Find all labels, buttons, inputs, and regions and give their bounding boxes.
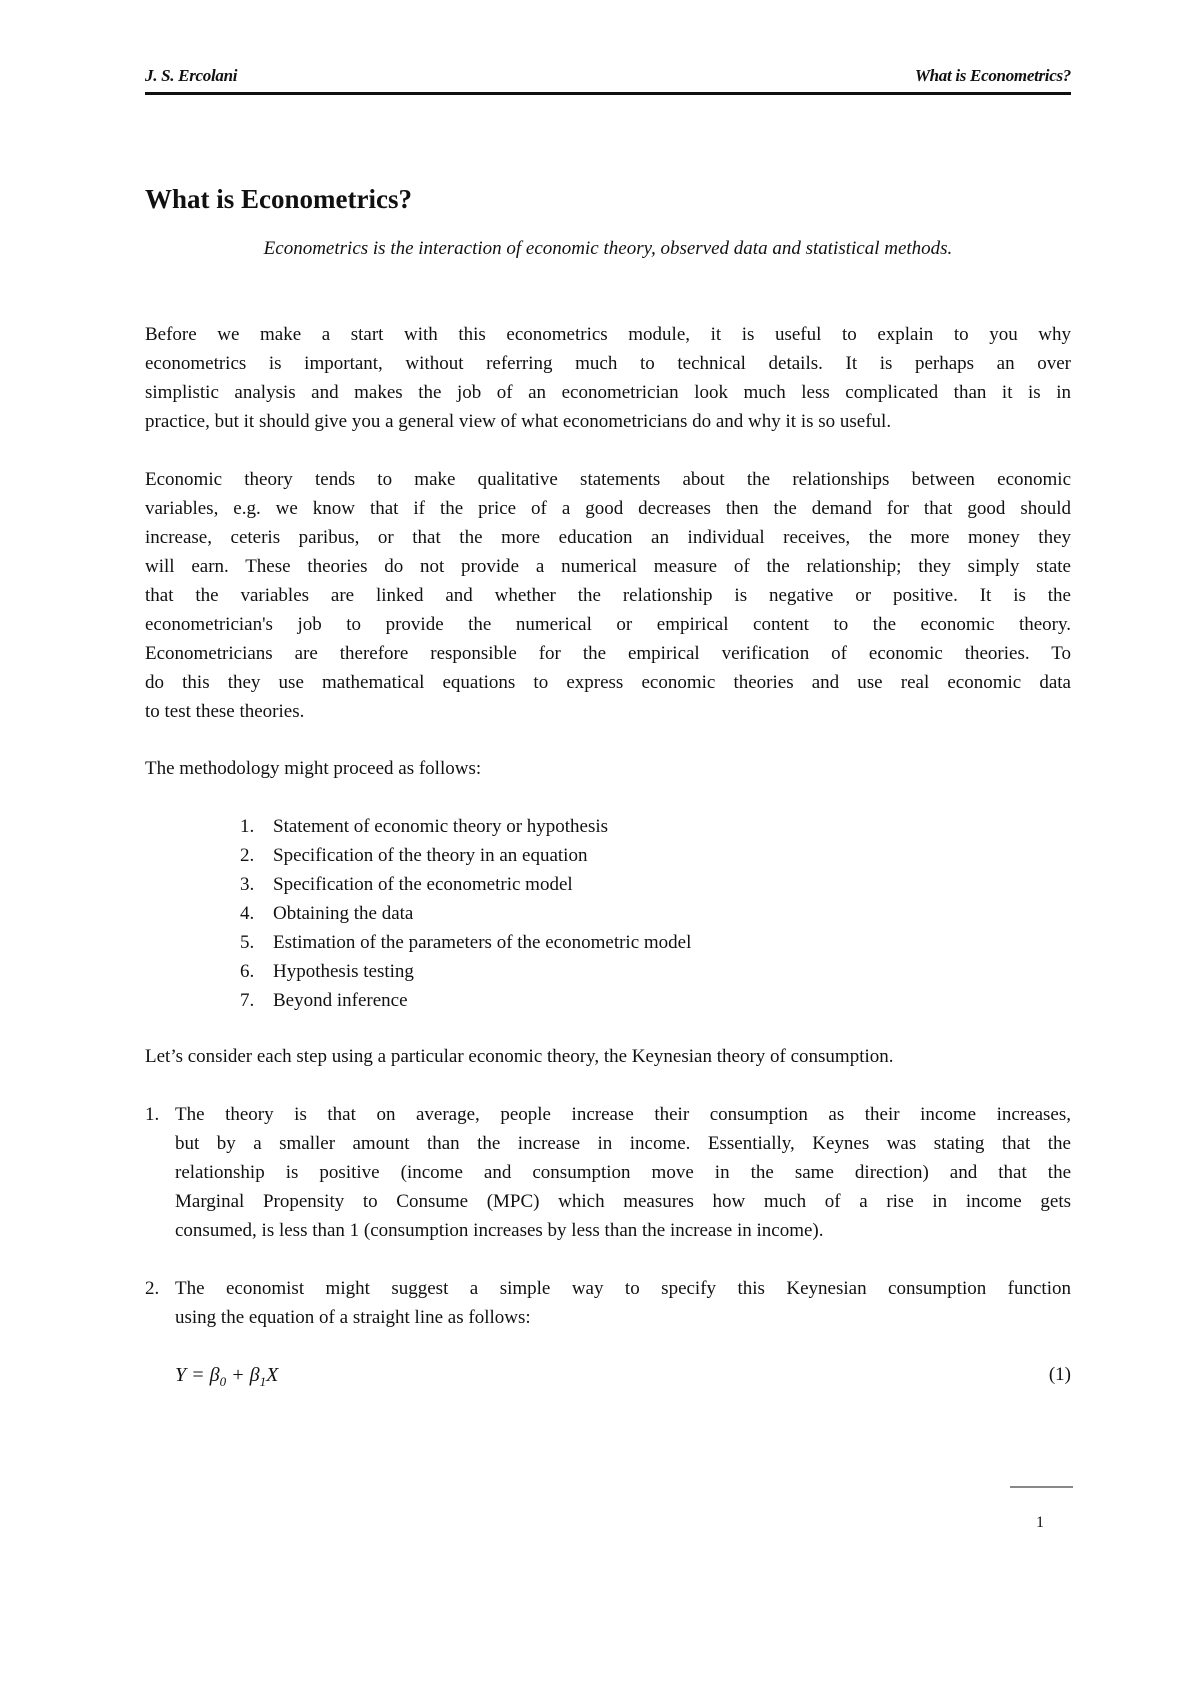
list-text: Estimation of the parameters of the econometric model [273,932,692,953]
paragraph-intro [145,320,1071,436]
text-line: using the equation of a straight line as follows: [175,1307,531,1328]
text-line: The methodology might proceed as follows: [145,758,482,779]
header-author: J. S. Ercolani [145,66,238,85]
text-line: Econometricians are therefore responsible for the empirical verification of economic theories. To [145,643,1071,664]
equation-label: (1) [1048,1364,1071,1385]
eq-subscript: 1 [259,1374,267,1389]
text-line: econometrician's job to provide the numerical or empirical content to the economic theory. [145,614,1071,635]
item-number: 2. [145,1278,160,1299]
text-line: do this they use mathematical equations to express economic theories and use real economic data [145,672,1071,693]
eq-lhs: Y = β [175,1364,220,1386]
text-line: to test these theories. [145,701,305,722]
methodology-steps [240,812,691,1015]
text-line: relationship is positive (income and consumption move in the same direction) and that the [175,1162,1071,1183]
text-line: The theory is that on average, people increase their consumption as their income increases, [175,1104,1071,1125]
eq-mid: + β [226,1364,260,1386]
item-2-text [175,1274,1071,1332]
list-text: Obtaining the data [273,903,414,924]
page-number: 1 [1036,1514,1044,1531]
list-text: Specification of the theory in an equation [273,845,588,866]
list-number: 6. [240,961,255,982]
list-number: 3. [240,874,255,895]
footer-rule [1010,1486,1073,1488]
list-number: 7. [240,990,255,1011]
text-line: practice, but it should give you a general view of what econometricians do and why it is so useful. [145,411,892,432]
list-item [240,870,691,899]
list-item [240,957,691,986]
list-item [240,928,691,957]
list-text: Beyond inference [273,990,408,1011]
list-text: Specification of the econometric model [273,874,573,895]
text-line: increase, ceteris paribus, or that the more education an individual receives, the more money they [145,527,1071,548]
eq-rhs: X [266,1364,279,1386]
text-line: consumed, is less than 1 (consumption increases by less than the increase in income). [175,1220,824,1241]
item-number: 1. [145,1104,160,1125]
equation [175,1364,278,1390]
header-rule [145,92,1071,95]
list-item [240,899,691,928]
tagline: Econometrics is the interaction of economic theory, observed data and statistical methods. [263,238,953,259]
header-running-title: What is Econometrics? [914,66,1071,85]
item-1-text [175,1100,1071,1245]
text-line: Before we make a start with this econometrics module, it is useful to explain to you why [145,324,1071,345]
text-line: Marginal Propensity to Consume (MPC) which measures how much of a rise in income gets [175,1191,1071,1212]
list-item [240,986,691,1015]
text-line: will earn. These theories do not provide a numerical measure of the relationship; they simply state [145,556,1071,577]
list-text: Statement of economic theory or hypothesis [273,816,609,837]
paragraph-keynesian [145,1042,1071,1071]
text-line: Let’s consider each step using a particular economic theory, the Keynesian theory of consumption. [145,1046,894,1067]
text-line: simplistic analysis and makes the job of an econometrician look much less complicated than it is in [145,382,1071,403]
page-title: What is Econometrics? [145,184,412,214]
list-item [240,841,691,870]
text-line: The economist might suggest a simple way to specify this Keynesian consumption function [175,1278,1071,1299]
list-number: 2. [240,845,255,866]
eq-subscript: 0 [219,1374,227,1389]
list-item [240,812,691,841]
paragraph-methodology [145,754,1071,783]
text-line: variables, e.g. we know that if the price of a good decreases then the demand for that good should [145,498,1071,519]
text-line: Economic theory tends to make qualitative statements about the relationships between economic [145,469,1071,490]
paragraph-theory [145,465,1071,726]
text-line: econometrics is important, without referring much to technical details. It is perhaps an over [145,353,1071,374]
text-line: that the variables are linked and whether the relationship is negative or positive. It is the [145,585,1071,606]
list-text: Hypothesis testing [273,961,414,982]
list-number: 1. [240,816,255,837]
list-number: 5. [240,932,255,953]
list-number: 4. [240,903,255,924]
text-line: but by a smaller amount than the increase in income. Essentially, Keynes was stating that the [175,1133,1071,1154]
